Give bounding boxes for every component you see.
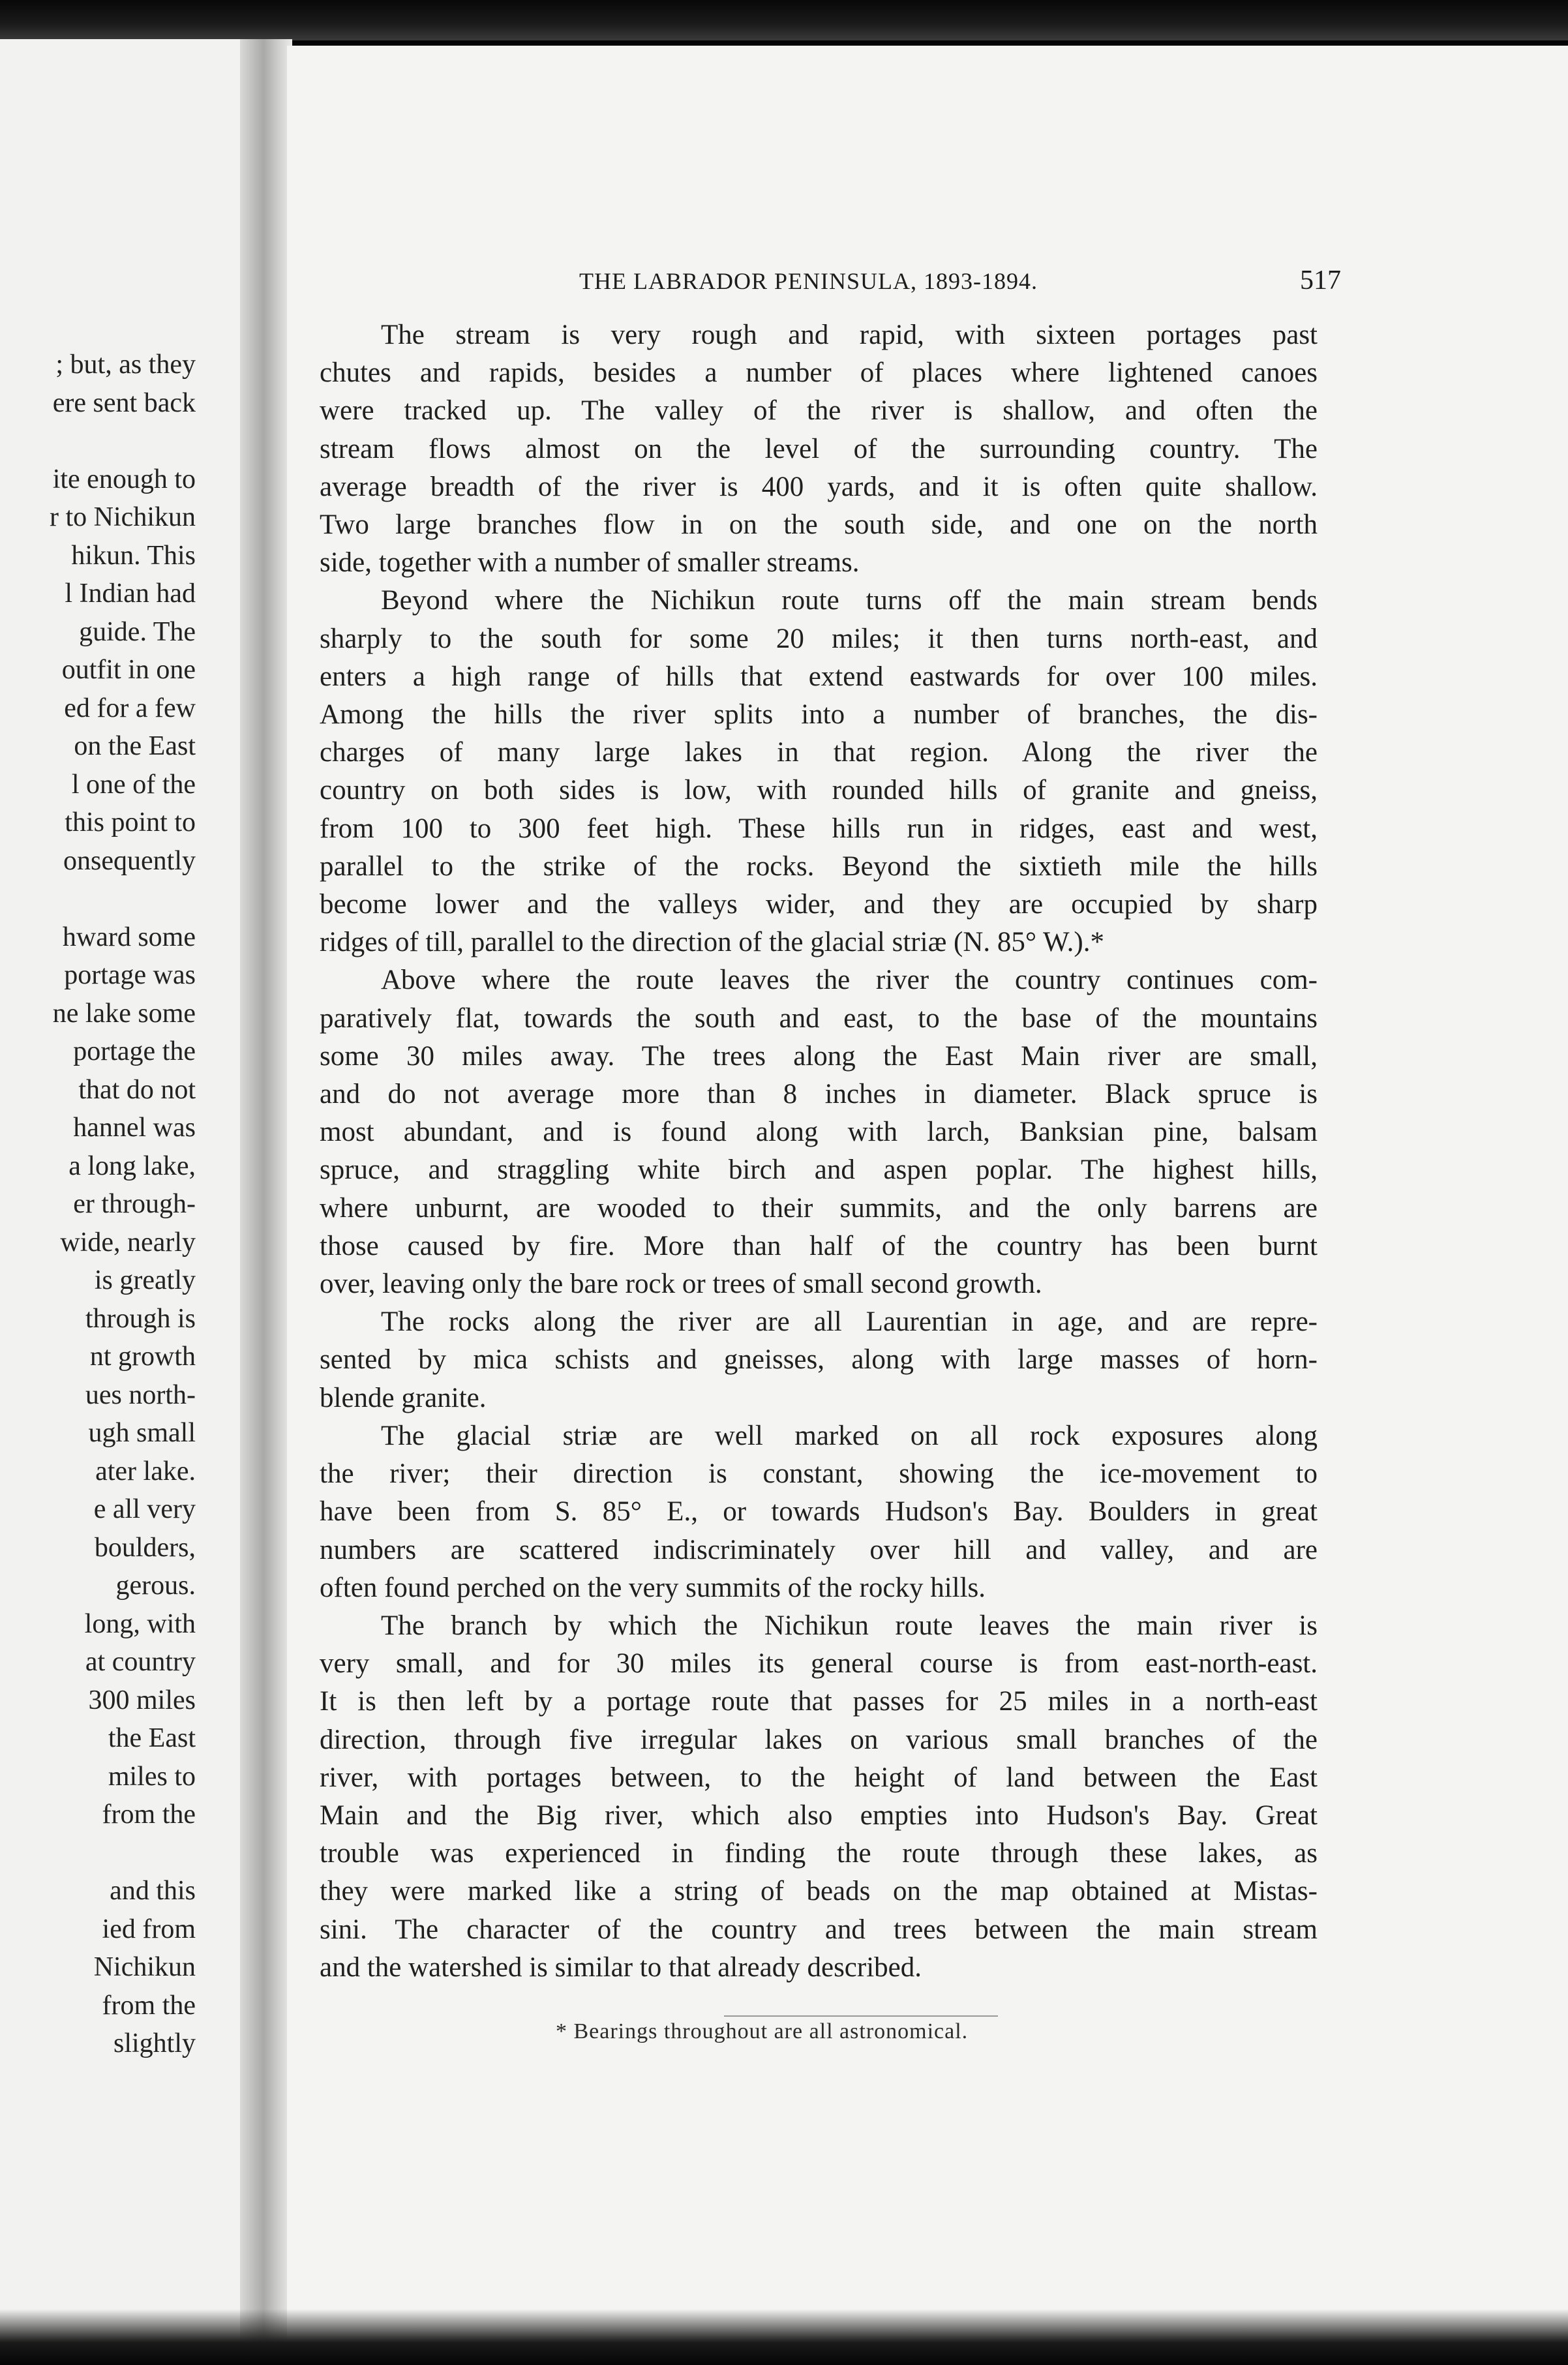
left-page-line: nt growth xyxy=(89,1342,196,1372)
page-header xyxy=(566,267,1341,300)
text-line: trouble was experienced in finding the route through these lakes, as xyxy=(320,1838,1318,1869)
left-page-line: guide. The xyxy=(79,616,196,647)
left-page-line: e all very xyxy=(93,1494,196,1524)
left-page-line xyxy=(50,880,196,918)
left-page-line: ugh small xyxy=(88,1418,196,1448)
text-line: direction, through five irregular lakes on various small branches of the xyxy=(320,1724,1318,1755)
text-line: sented by mica schists and gneisses, along with large masses of horn- xyxy=(320,1344,1318,1376)
left-page-line: miles to xyxy=(108,1761,196,1792)
text-line: the river; their direction is constant, showing the ice-movement to xyxy=(320,1458,1318,1490)
paragraph xyxy=(320,1303,1318,1417)
left-page-line: ied from xyxy=(102,1914,196,1944)
running-title: THE LABRADOR PENINSULA, 1893-1894. xyxy=(579,268,1038,294)
left-page-line: on the East xyxy=(74,731,196,761)
text-line: those caused by fire. More than half of the country has been burnt xyxy=(320,1230,1318,1261)
left-page-line xyxy=(50,422,196,460)
text-line: from 100 to 300 feet high. These hills run in ridges, east and west, xyxy=(320,813,1318,844)
paragraph xyxy=(320,582,1318,961)
text-line: ridges of till, parallel to the direction of the glacial striæ (N. 85° W.).* xyxy=(320,927,1104,958)
left-page-line: that do not xyxy=(78,1074,196,1105)
left-page-line: a long lake, xyxy=(68,1151,196,1181)
text-line: sini. The character of the country and trees between the main stream xyxy=(320,1914,1318,1945)
text-line: and do not average more than 8 inches in diameter. Black spruce is xyxy=(320,1079,1318,1110)
left-page-line: Nichikun xyxy=(93,1952,196,1982)
left-page-line: hward some xyxy=(62,922,196,952)
left-page-line: hikun. This xyxy=(71,540,196,571)
text-line: Main and the Big river, which also empties into Hudson's Bay. Great xyxy=(320,1800,1318,1831)
text-line: Above where the route leaves the river the country continues com- xyxy=(381,965,1318,996)
text-line: Among the hills the river splits into a number of branches, the dis- xyxy=(320,699,1318,731)
text-line: It is then left by a portage route that passes for 25 miles in a north-east xyxy=(320,1686,1318,1717)
left-page-line: from the xyxy=(102,1990,196,2021)
left-page-line: ues north- xyxy=(85,1379,196,1410)
text-line: parallel to the strike of the rocks. Beyond the sixtieth mile the hills xyxy=(320,851,1318,882)
left-page-line: at country xyxy=(85,1647,196,1677)
left-page-line: hannel was xyxy=(73,1113,196,1143)
footnote: * Bearings throughout are all astronomical. xyxy=(556,2019,969,2043)
left-page-line: onsequently xyxy=(63,845,196,876)
text-line: Two large branches flow in on the south side, and one on the north xyxy=(320,509,1318,541)
text-line: enters a high range of hills that extend eastwards for over 100 miles. xyxy=(320,661,1318,692)
paragraph xyxy=(320,1607,1318,1987)
left-page-line: from the xyxy=(102,1800,196,1830)
text-line: where unburnt, are wooded to their summits, and the only barrens are xyxy=(320,1192,1318,1224)
left-page-fragment xyxy=(0,39,254,2365)
text-line: The glacial striæ are well marked on all rock exposures along xyxy=(381,1420,1318,1451)
paragraph xyxy=(320,1417,1318,1607)
text-line: most abundant, and is found along with larch, Banksian pine, balsam xyxy=(320,1117,1318,1148)
text-line: country on both sides is low, with rounded hills of granite and gneiss, xyxy=(320,775,1318,806)
text-line: Beyond where the Nichikun route turns off the main stream bends xyxy=(381,585,1318,616)
text-line: The branch by which the Nichikun route leaves the main river is xyxy=(381,1610,1318,1641)
text-line: sharply to the south for some 20 miles; it then turns north-east, and xyxy=(320,623,1318,654)
left-page-line: ne lake some xyxy=(52,998,196,1029)
text-line: over, leaving only the bare rock or trees of small second growth. xyxy=(320,1269,1042,1300)
main-text-column xyxy=(320,316,1318,1987)
left-page-line: wide, nearly xyxy=(60,1227,196,1258)
paragraph xyxy=(320,961,1318,1303)
left-page-line: ite enough to xyxy=(52,464,196,494)
book-gutter xyxy=(240,39,292,2365)
left-page-line: boulders, xyxy=(94,1532,196,1563)
left-page-line: this point to xyxy=(65,807,196,837)
text-line: blende granite. xyxy=(320,1382,487,1413)
left-page-line: ater lake. xyxy=(95,1456,196,1486)
left-page-line: l Indian had xyxy=(65,579,196,609)
text-line: become lower and the valleys wider, and they are occupied by sharp xyxy=(320,889,1318,920)
left-page-line: ere sent back xyxy=(52,387,196,418)
left-page-line: ; but, as they xyxy=(55,350,196,380)
left-page-line: through is xyxy=(85,1303,196,1334)
page-number: 517 xyxy=(1300,265,1341,295)
text-line: some 30 miles away. The trees along the East Main river are small, xyxy=(320,1040,1318,1072)
left-page-text-column xyxy=(50,346,196,2063)
text-line: chutes and rapids, besides a number of places where lightened canoes xyxy=(320,357,1318,389)
text-line: spruce, and straggling white birch and aspen poplar. The highest hills, xyxy=(320,1154,1318,1186)
text-line: very small, and for 30 miles its general course is from east-north-east. xyxy=(320,1648,1318,1680)
text-line: The stream is very rough and rapid, with sixteen portages past xyxy=(381,320,1318,350)
text-line: river, with portages between, to the height of land between the East xyxy=(320,1762,1318,1793)
footnote-rule xyxy=(724,2015,998,2017)
left-page-line: ed for a few xyxy=(64,693,196,723)
text-line: have been from S. 85° E., or towards Hudson's Bay. Boulders in great xyxy=(320,1496,1318,1528)
left-page-line: l one of the xyxy=(71,769,196,800)
text-line: they were marked like a string of beads on the map obtained at Mistas- xyxy=(320,1876,1318,1907)
text-line: stream flows almost on the level of the surrounding country. The xyxy=(320,433,1318,464)
left-page-line: outfit in one xyxy=(61,655,196,685)
left-page-line: r to Nichikun xyxy=(50,502,196,532)
text-line: numbers are scattered indiscriminately over hill and valley, and are xyxy=(320,1534,1318,1565)
left-page-line: 300 miles xyxy=(88,1685,196,1715)
scan-bottom-edge xyxy=(0,2309,1568,2365)
text-line: The rocks along the river are all Laurentian in age, and are repre- xyxy=(381,1306,1318,1338)
left-page-line: gerous. xyxy=(115,1571,196,1601)
left-page-line: portage the xyxy=(73,1036,196,1066)
left-page-line: is greatly xyxy=(94,1265,196,1295)
left-page-line: er through- xyxy=(73,1189,196,1219)
left-page-line: long, with xyxy=(84,1608,196,1639)
text-line: and the watershed is similar to that already described. xyxy=(320,1951,922,1983)
text-line: often found perched on the very summits of the rocky hills. xyxy=(320,1572,986,1603)
text-line: charges of many large lakes in that region. Along the river the xyxy=(320,737,1318,768)
text-line: average breadth of the river is 400 yards, and it is often quite shallow. xyxy=(320,471,1318,502)
scan-top-edge xyxy=(0,0,1568,40)
left-page-line: and this xyxy=(110,1876,196,1906)
text-line: paratively flat, towards the south and east, to the base of the mountains xyxy=(320,1002,1318,1034)
left-page-line xyxy=(50,1834,196,1873)
left-page-line: portage was xyxy=(64,960,196,990)
left-page-line: the East xyxy=(108,1723,196,1753)
left-page-line: slightly xyxy=(113,2028,196,2058)
text-line: were tracked up. The valley of the river is shallow, and often the xyxy=(320,395,1318,427)
text-line: side, together with a number of smaller streams. xyxy=(320,547,860,579)
paragraph xyxy=(320,316,1318,582)
